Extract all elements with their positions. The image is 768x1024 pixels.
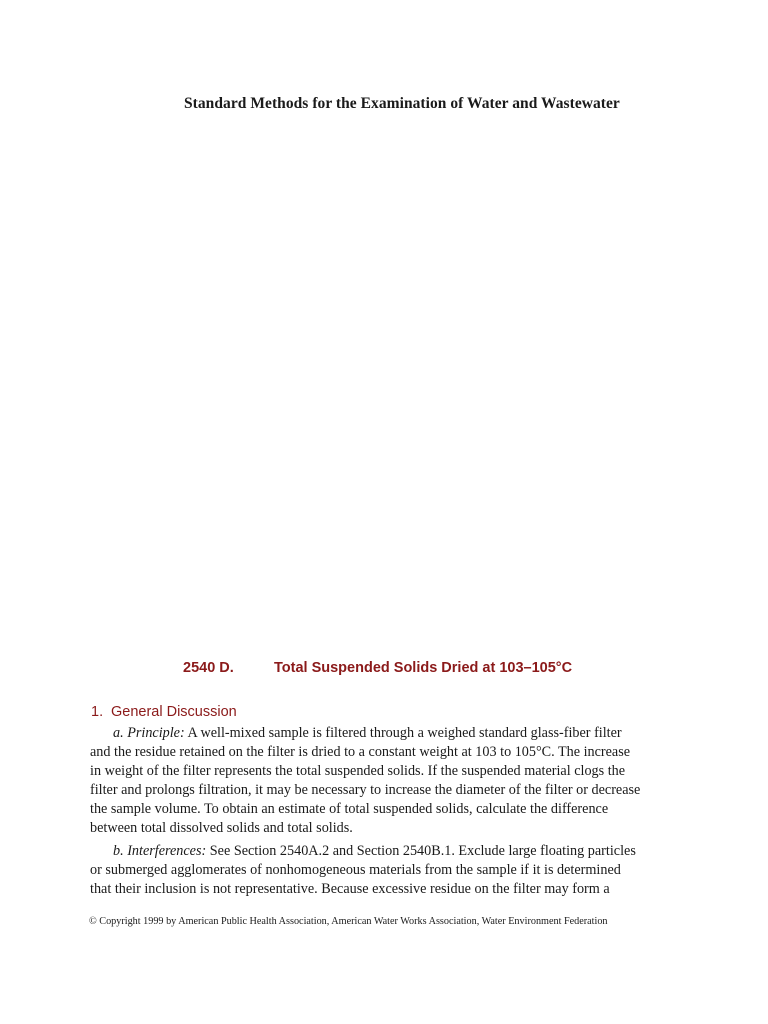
interferences-label: b. Interferences:	[113, 843, 207, 859]
section-title: Total Suspended Solids Dried at 103–105°C	[274, 660, 573, 676]
principle-line: in weight of the filter represents the total suspended solids. If the suspended material clogs the	[90, 763, 626, 779]
subsection-number: 1.	[91, 704, 104, 720]
section-number: 2540 D.	[183, 660, 234, 676]
principle-line	[90, 724, 680, 743]
principle-line: the sample volume. To obtain an estimate of total suspended solids, calculate the difference	[90, 801, 609, 817]
interferences-line: or submerged agglomerates of nonhomogeneous materials from the sample if it is determined	[90, 862, 621, 878]
interferences-line: that their inclusion is not representative. Because excessive residue on the filter may form a	[90, 881, 610, 897]
principle-line: and the residue retained on the filter is dried to a constant weight at 103 to 105°C. The increase	[90, 744, 631, 760]
interferences-line	[90, 842, 680, 861]
section-heading	[183, 660, 572, 676]
subsection-heading	[91, 704, 237, 720]
principle-line: filter and prolongs filtration, it may be necessary to increase the diameter of the filter or decrease	[90, 782, 641, 798]
copyright-footer: © Copyright 1999 by American Public Health Association, American Water Works Association, Water Environment Federation	[89, 916, 608, 927]
principle-paragraph	[90, 724, 680, 838]
principle-line-text: A well-mixed sample is filtered through a weighed standard glass-fiber filter	[184, 725, 622, 741]
interferences-line-text: See Section 2540A.2 and Section 2540B.1. Exclude large floating particles	[206, 843, 636, 859]
principle-label: a. Principle:	[113, 725, 185, 741]
subsection-title: General Discussion	[111, 704, 237, 720]
interferences-paragraph	[90, 842, 680, 899]
page-title: Standard Methods for the Examination of Water and Wastewater	[184, 95, 620, 112]
principle-line: between total dissolved solids and total solids.	[90, 820, 353, 836]
